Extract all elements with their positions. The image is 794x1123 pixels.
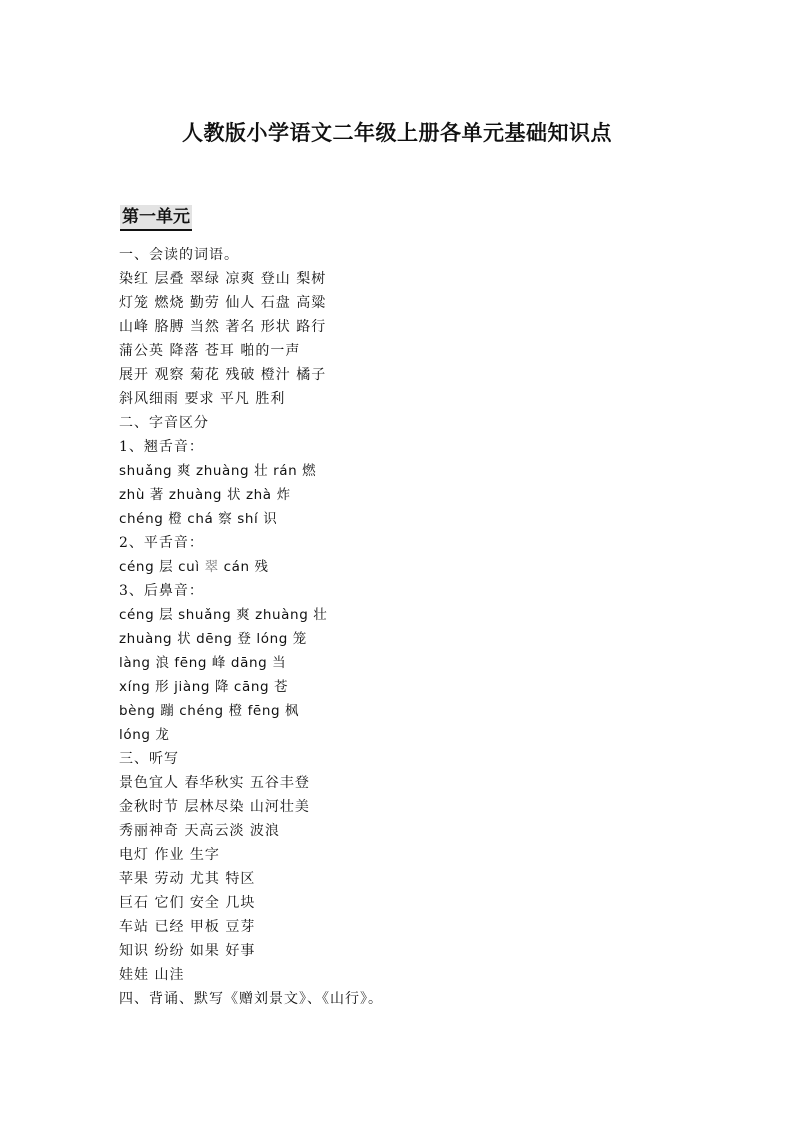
dictation-line: 秀丽神奇 天高云淡 波浪 xyxy=(119,823,280,839)
pinyin-line: làng 浪 fēng 峰 dāng 当 xyxy=(119,655,287,671)
word-line: 斜风细雨 要求 平凡 胜利 xyxy=(119,391,286,407)
section-heading-pronunciation: 二、字音区分 xyxy=(119,415,209,431)
document-body xyxy=(119,205,719,1011)
pinyin-line: lóng 龙 xyxy=(119,727,170,743)
subheading-retroflex: 1、翘舌音： xyxy=(119,439,204,455)
section-heading-dictation: 三、听写 xyxy=(119,751,179,767)
pinyin-line: chéng 橙 chá 察 shí 识 xyxy=(119,511,278,527)
pinyin-grey-character: 翠 xyxy=(204,559,219,575)
dictation-line: 车站 已经 甲板 豆芽 xyxy=(119,919,256,935)
section-heading-recitation: 四、背诵、默写《赠刘景文》、《山行》。 xyxy=(119,991,383,1007)
page-title: 人教版小学语文二年级上册各单元基础知识点 xyxy=(182,121,612,145)
pinyin-line: bèng 蹦 chéng 橙 fēng 枫 xyxy=(119,703,300,719)
pinyin-line: shuǎng 爽 zhuàng 壮 rán 燃 xyxy=(119,463,317,479)
dictation-line: 景色宜人 春华秋实 五谷丰登 xyxy=(119,775,310,791)
subheading-flat-tongue: 2、平舌音： xyxy=(119,535,204,551)
word-line: 展开 观察 菊花 残破 橙汁 橘子 xyxy=(119,367,327,383)
word-line: 山峰 胳膊 当然 著名 形状 路行 xyxy=(119,319,327,335)
unit-heading: 第一单元 xyxy=(120,205,192,231)
pinyin-segment: céng 层 cuì xyxy=(119,559,205,575)
dictation-line: 知识 纷纷 如果 好事 xyxy=(119,943,256,959)
dictation-line: 金秋时节 层林尽染 山河壮美 xyxy=(119,799,310,815)
dictation-line: 电灯 作业 生字 xyxy=(119,847,220,863)
dictation-line: 苹果 劳动 尤其 特区 xyxy=(119,871,256,887)
pinyin-line: xíng 形 jiàng 降 cāng 苍 xyxy=(119,679,289,695)
section-heading-vocabulary: 一、会读的词语。 xyxy=(119,247,239,263)
word-line: 灯笼 燃烧 勤劳 仙人 石盘 高粱 xyxy=(119,295,327,311)
pinyin-line: zhuàng 状 dēng 登 lóng 笼 xyxy=(119,631,307,647)
pinyin-segment: cán 残 xyxy=(218,559,269,575)
dictation-line: 巨石 它们 安全 几块 xyxy=(119,895,256,911)
subheading-back-nasal: 3、后鼻音： xyxy=(119,583,204,599)
word-line: 蒲公英 降落 苍耳 啪的一声 xyxy=(119,343,301,359)
dictation-line: 娃娃 山洼 xyxy=(119,967,185,983)
pinyin-line: céng 层 shuǎng 爽 zhuàng 壮 xyxy=(119,607,328,623)
pinyin-line xyxy=(119,555,719,579)
pinyin-line: zhù 著 zhuàng 状 zhà 炸 xyxy=(119,487,291,503)
word-line: 染红 层叠 翠绿 凉爽 登山 梨树 xyxy=(119,271,327,287)
